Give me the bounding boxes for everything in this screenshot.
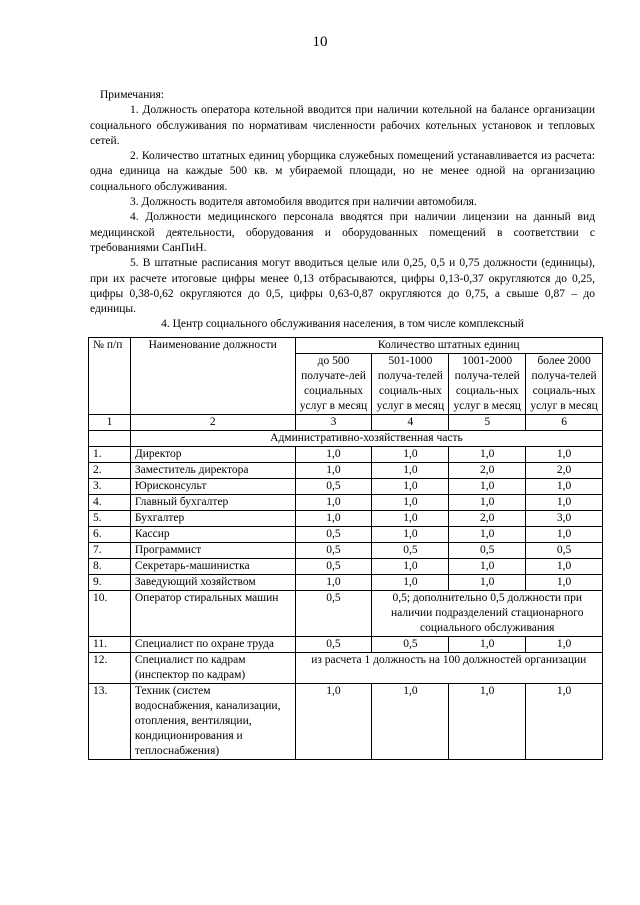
section-title: Административно-хозяйственная часть (130, 431, 602, 447)
row-position: Главный бухгалтер (130, 495, 295, 511)
row-num: 11. (89, 637, 131, 653)
row-value: 0,5 (449, 543, 526, 559)
row-value: 1,0 (372, 559, 449, 575)
note-item: 2. Количество штатных единиц уборщика служебных помещений устанавливается из расчета: одна единица на каждые 500 кв. м убираемой площади, но не менее одной на организацию социального обслуживания. (90, 150, 595, 193)
row-value: 1,0 (526, 684, 603, 760)
header-sub-1: до 500 получате-лей социальных услуг в месяц (295, 354, 372, 415)
col-number: 4 (372, 415, 449, 431)
row-position: Юрисконсульт (130, 479, 295, 495)
table-row (89, 559, 603, 575)
header-row (89, 338, 603, 354)
row-value: 1,0 (526, 559, 603, 575)
row-value: 1,0 (449, 575, 526, 591)
row-position: Программист (130, 543, 295, 559)
row-position: Заместитель директора (130, 463, 295, 479)
notes-title: Примечания: (100, 89, 164, 101)
header-num: № п/п (89, 338, 131, 415)
row-num: 9. (89, 575, 131, 591)
row-value: 0,5 (526, 543, 603, 559)
page-number: 10 (312, 34, 328, 50)
table-row (89, 637, 603, 653)
row-position: Специалист по охране труда (130, 637, 295, 653)
row-value: 0,5 (295, 543, 372, 559)
row-num: 12. (89, 653, 131, 684)
table-row (89, 653, 603, 684)
row-position: Техник (систем водоснабжения, канализации, отопления, вентиляции, кондиционирования и теплоснабжения) (130, 684, 295, 760)
row-value: 1,0 (449, 479, 526, 495)
header-count: Количество штатных единиц (295, 338, 602, 354)
row-position: Кассир (130, 527, 295, 543)
row-span-value: из расчета 1 должность на 100 должностей организации (295, 653, 602, 684)
row-value: 1,0 (449, 447, 526, 463)
staff-table (88, 337, 603, 760)
row-position: Заведующий хозяйством (130, 575, 295, 591)
row-position: Директор (130, 447, 295, 463)
row-value: 1,0 (295, 511, 372, 527)
row-value: 0,5 (372, 637, 449, 653)
row-value: 1,0 (449, 527, 526, 543)
column-number-row (89, 415, 603, 431)
row-value: 1,0 (372, 447, 449, 463)
row-value: 2,0 (526, 463, 603, 479)
row-value: 0,5 (295, 637, 372, 653)
table-row (89, 527, 603, 543)
header-sub-4: более 2000 получа-телей социаль-ных услуг в месяц (526, 354, 603, 415)
header-sub-3: 1001-2000 получа-телей социаль-ных услуг в месяц (449, 354, 526, 415)
row-num: 8. (89, 559, 131, 575)
table-row (89, 463, 603, 479)
table-row (89, 591, 603, 637)
notes-block (90, 88, 595, 317)
row-value: 1,0 (526, 447, 603, 463)
section-row (89, 431, 603, 447)
row-value: 1,0 (372, 511, 449, 527)
section-empty-cell (89, 431, 131, 447)
note-item: 3. Должность водителя автомобиля вводится при наличии автомобиля. (130, 196, 477, 209)
col-number: 2 (130, 415, 295, 431)
row-position: Оператор стиральных машин (130, 591, 295, 637)
col-number: 1 (89, 415, 131, 431)
row-value: 1,0 (372, 495, 449, 511)
col-number: 3 (295, 415, 372, 431)
col-number: 6 (526, 415, 603, 431)
row-value: 1,0 (449, 559, 526, 575)
row-value: 1,0 (449, 684, 526, 760)
row-num: 1. (89, 447, 131, 463)
row-value: 1,0 (372, 479, 449, 495)
table-row (89, 543, 603, 559)
note-item: 5. В штатные расписания могут вводиться целые или 0,25, 0,5 и 0,75 должности (единицы), при их расчете итоговые цифры менее 0,13 отбрасываются, цифры 0,13-0,37 округляются до 0,25, цифры 0,38-0,62 округляются до 0,5, цифры 0,63-0,87 округляются до 0,75, а свыше 0,87 – до единицы. (90, 257, 595, 316)
row-value: 1,0 (526, 479, 603, 495)
row-value: 1,0 (295, 447, 372, 463)
row-num: 5. (89, 511, 131, 527)
row-value: 2,0 (449, 463, 526, 479)
row-value: 3,0 (526, 511, 603, 527)
row-position: Бухгалтер (130, 511, 295, 527)
row-value: 1,0 (372, 463, 449, 479)
note-item: 4. Должности медицинского персонала вводятся при наличии лицензии на данный вид медицинской деятельности, оборудования и оборудованных помещений в соответствии с требованиями СанПиН. (90, 211, 595, 254)
row-value: 1,0 (526, 495, 603, 511)
row-value: 1,0 (449, 495, 526, 511)
row-position: Специалист по кадрам (инспектор по кадрам) (130, 653, 295, 684)
row-position: Секретарь-машинистка (130, 559, 295, 575)
header-sub-2: 501-1000 получа-телей социаль-ных услуг в месяц (372, 354, 449, 415)
row-value: 0,5 (295, 591, 372, 637)
row-num: 13. (89, 684, 131, 760)
row-num: 2. (89, 463, 131, 479)
table-row (89, 575, 603, 591)
row-value: 0,5 (295, 559, 372, 575)
table-row (89, 511, 603, 527)
row-span-value: 0,5; дополнительно 0,5 должности при наличии подразделений стационарного социального обслуживания (372, 591, 603, 637)
table-row (89, 495, 603, 511)
row-num: 7. (89, 543, 131, 559)
row-value: 0,5 (295, 479, 372, 495)
row-value: 1,0 (295, 463, 372, 479)
row-value: 1,0 (526, 575, 603, 591)
col-number: 5 (449, 415, 526, 431)
row-value: 1,0 (526, 637, 603, 653)
table-row (89, 684, 603, 760)
row-num: 10. (89, 591, 131, 637)
row-value: 0,5 (372, 543, 449, 559)
row-value: 2,0 (449, 511, 526, 527)
row-value: 1,0 (295, 575, 372, 591)
row-num: 6. (89, 527, 131, 543)
row-value: 1,0 (372, 527, 449, 543)
table-row (89, 447, 603, 463)
header-position: Наименование должности (130, 338, 295, 415)
row-value: 1,0 (449, 637, 526, 653)
note-item: 1. Должность оператора котельной вводится при наличии котельной на балансе организации социального обслуживания по нормативам численности рабочих котельных установок и тепловых сетей. (90, 104, 595, 147)
row-value: 0,5 (295, 527, 372, 543)
row-num: 4. (89, 495, 131, 511)
row-value: 1,0 (372, 684, 449, 760)
table-caption: 4. Центр социального обслуживания населения, в том числе комплексный (161, 318, 524, 330)
table-row (89, 479, 603, 495)
row-value: 1,0 (372, 575, 449, 591)
row-value: 1,0 (526, 527, 603, 543)
row-value: 1,0 (295, 495, 372, 511)
row-value: 1,0 (295, 684, 372, 760)
row-num: 3. (89, 479, 131, 495)
